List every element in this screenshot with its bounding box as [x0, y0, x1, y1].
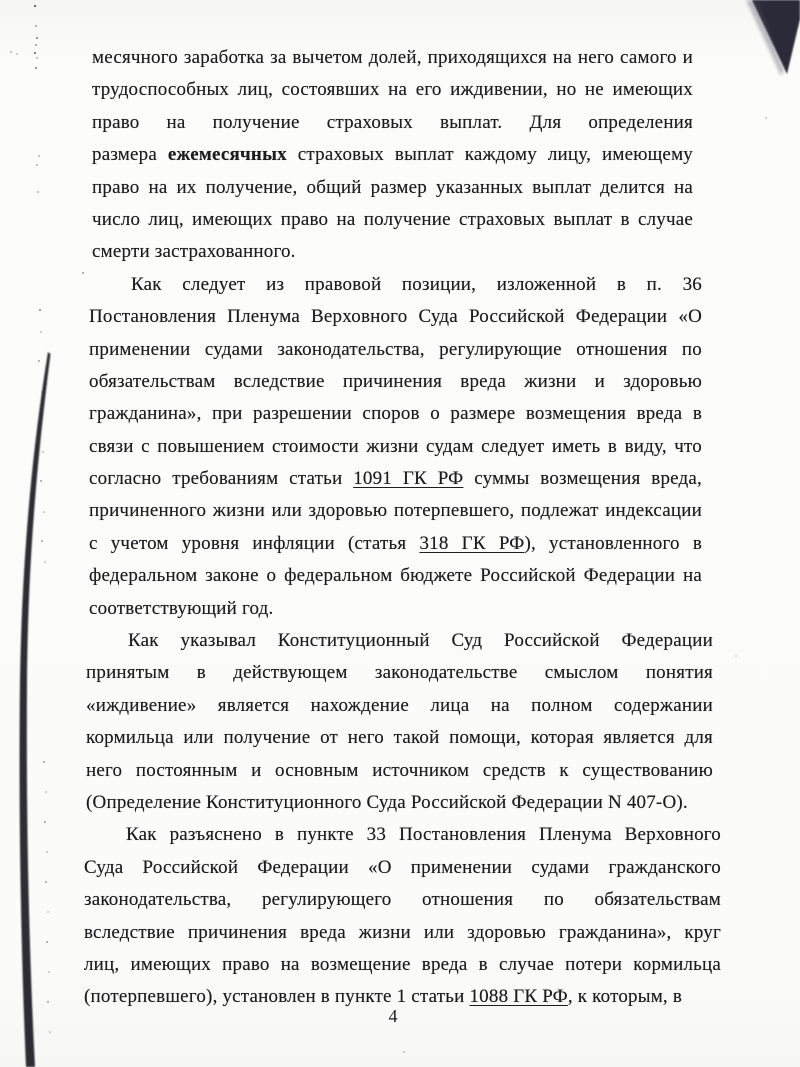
text-segment: кормильца или получение от него такой помощи, которая является для [86, 727, 713, 749]
statute-reference: 318 ГК РФ [419, 532, 525, 554]
page-number: 4 [388, 1006, 398, 1026]
text-segment: Суда Российской Федерации «О применении судами гражданского [84, 856, 721, 878]
paragraph [89, 269, 702, 625]
text-line [84, 884, 721, 916]
text-line [89, 301, 702, 333]
text-segment: страховых выплат каждому лицу, имеющему [286, 144, 693, 166]
text-segment: Как следует из правовой позиции, изложенной в п. 36 [131, 273, 702, 295]
text-segment: право на получение страховых выплат. Для определения [92, 111, 693, 133]
text-segment: федеральном законе о федеральном бюджете Российской Федерации на [89, 565, 702, 587]
text-segment: него постоянным и основным источником средств к существованию [86, 759, 713, 781]
text-line [92, 42, 693, 74]
text-line [89, 334, 702, 366]
text-segment: законодательства, регулирующего отношения по обязательствам [84, 889, 721, 911]
text-line [92, 172, 693, 204]
text-line [86, 657, 713, 689]
text-line [89, 398, 702, 430]
text-segment: , к которым, в [567, 986, 683, 1008]
paragraph [86, 625, 713, 819]
text-segment: гражданина», при разрешении споров о размере возмещения вреда в [89, 403, 702, 425]
text-segment: право на их получение, общий размер указанных выплат делится на [92, 176, 693, 198]
text-segment: причиненного жизни или здоровью потерпевшего, подлежат индексации [89, 500, 702, 522]
text-line [92, 74, 693, 106]
text-block [0, 42, 800, 1014]
text-line [89, 366, 702, 398]
text-segment: связи с повышением стоимости жизни судам следует иметь в виду, что [89, 435, 702, 457]
text-line [89, 495, 702, 527]
text-segment: соответствующий год. [89, 597, 274, 619]
text-line [86, 787, 713, 819]
text-segment: согласно требованиям статьи [89, 468, 354, 490]
text-line [86, 722, 713, 754]
text-line [84, 917, 721, 949]
text-segment: ), установленного в [524, 532, 702, 554]
text-line [86, 625, 713, 657]
statute-reference: 1091 ГК РФ [353, 468, 464, 490]
text-segment: вследствие причинения вреда жизни или здоровью гражданина», круг [84, 921, 721, 943]
text-segment: применении судами законодательства, регулирующие отношения по [89, 338, 702, 360]
text-line [84, 852, 721, 884]
paragraph [84, 819, 721, 1013]
text-line [89, 528, 702, 560]
text-segment: лиц, имеющих право на возмещение вреда в случае потери кормильца [84, 953, 721, 975]
text-segment: (потерпевшего), установлен в пункте 1 статьи [84, 986, 470, 1008]
text-line [86, 690, 713, 722]
text-segment: принятым в действующем законодательстве смыслом понятия [86, 662, 713, 684]
text-segment: суммы возмещения вреда, [463, 468, 702, 490]
text-line [89, 463, 702, 495]
text-segment: трудоспособных лиц, состоявших на его иждивении, но не имеющих [92, 79, 693, 101]
text-segment: обязательствам вследствие причинения вреда жизни и здоровью [89, 370, 702, 392]
text-line [92, 139, 693, 171]
text-segment: с учетом уровня инфляции (статья [89, 532, 420, 554]
text-segment: Постановления Пленума Верховного Суда Российской Федерации «О [89, 306, 702, 328]
text-line [84, 819, 721, 851]
text-line [89, 593, 702, 625]
text-segment: размера [92, 144, 168, 166]
text-line [89, 431, 702, 463]
text-segment: Как указывал Конституционный Суд Российской Федерации [128, 630, 713, 652]
emphasized-text: ежемесячных [167, 144, 287, 166]
text-line [89, 560, 702, 592]
text-segment: месячного заработка за вычетом долей, приходящихся на него самого и [92, 47, 693, 68]
text-segment: смерти застрахованного. [92, 241, 296, 263]
statute-reference: 1088 ГК РФ [469, 986, 568, 1008]
text-segment: (Определение Конституционного Суда Российской Федерации N 407-О). [86, 791, 688, 813]
text-line [86, 755, 713, 787]
text-line [92, 236, 693, 268]
text-segment: Как разъяснено в пункте 33 Постановления Пленума Верховного [126, 824, 721, 846]
text-line [92, 107, 693, 139]
text-segment: число лиц, имеющих право на получение страховых выплат в случае [92, 208, 693, 230]
paragraph [92, 42, 693, 269]
text-line [89, 269, 702, 301]
text-line [84, 949, 721, 981]
text-line [92, 204, 693, 236]
text-segment: «иждивение» является нахождение лица на полном содержании [86, 694, 713, 716]
